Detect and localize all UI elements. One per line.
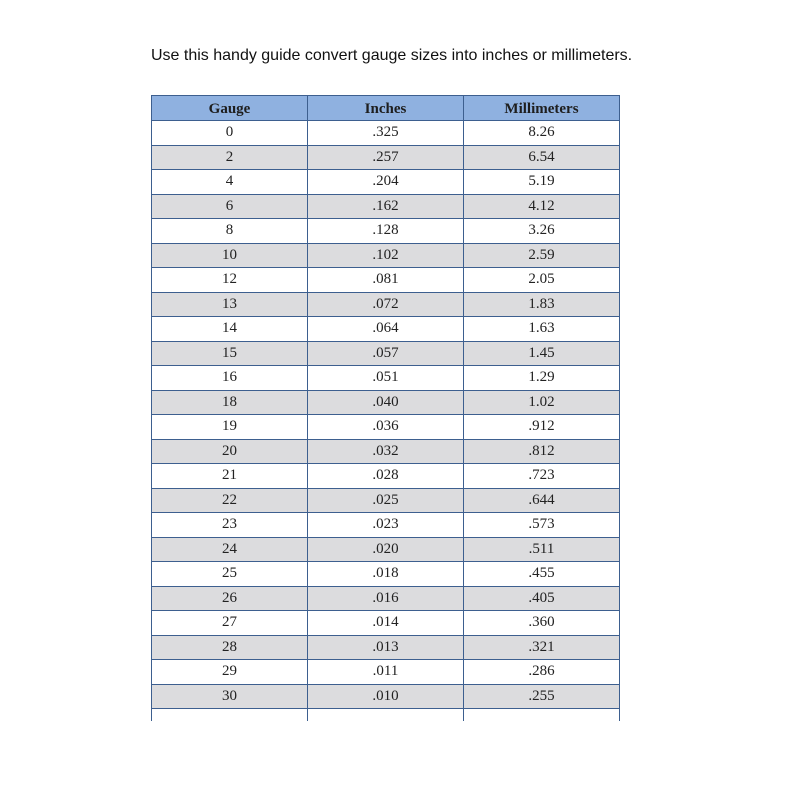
table-row [152, 439, 620, 464]
cell-gauge: 21 [152, 464, 308, 489]
cell-inches: .057 [308, 341, 464, 366]
table-row [152, 464, 620, 489]
cell-empty [152, 709, 308, 721]
table-row [152, 660, 620, 685]
cell-inches: .064 [308, 317, 464, 342]
cell-empty [308, 709, 464, 721]
table-row [152, 121, 620, 146]
table-row [152, 194, 620, 219]
cell-gauge: 6 [152, 194, 308, 219]
cell-inches: .014 [308, 611, 464, 636]
cell-inches: .028 [308, 464, 464, 489]
cell-gauge: 16 [152, 366, 308, 391]
cell-inches: .018 [308, 562, 464, 587]
cell-gauge: 28 [152, 635, 308, 660]
intro-text: Use this handy guide convert gauge sizes into inches or millimeters. [151, 47, 633, 64]
cell-inches: .040 [308, 390, 464, 415]
table-row [152, 268, 620, 293]
cell-millimeters: 4.12 [464, 194, 620, 219]
table-row [152, 537, 620, 562]
cell-millimeters: .360 [464, 611, 620, 636]
cell-gauge: 27 [152, 611, 308, 636]
cell-millimeters: .573 [464, 513, 620, 538]
cell-millimeters: 1.29 [464, 366, 620, 391]
cell-gauge: 20 [152, 439, 308, 464]
table-row [152, 586, 620, 611]
table-row [152, 684, 620, 709]
cell-gauge: 29 [152, 660, 308, 685]
table-row [152, 562, 620, 587]
table-row [152, 145, 620, 170]
cell-inches: .128 [308, 219, 464, 244]
cell-inches: .102 [308, 243, 464, 268]
table-row [152, 292, 620, 317]
cell-gauge: 15 [152, 341, 308, 366]
cell-millimeters: 1.83 [464, 292, 620, 317]
cell-inches: .016 [308, 586, 464, 611]
header-gauge: Gauge [152, 96, 308, 121]
cell-millimeters: .511 [464, 537, 620, 562]
cell-gauge: 12 [152, 268, 308, 293]
table-row [152, 170, 620, 195]
table-row [152, 366, 620, 391]
cell-gauge: 25 [152, 562, 308, 587]
cell-millimeters: 1.02 [464, 390, 620, 415]
table-row [152, 415, 620, 440]
table-row [152, 488, 620, 513]
table-row-cutoff [152, 709, 620, 721]
cell-inches: .051 [308, 366, 464, 391]
table-row [152, 513, 620, 538]
table-row [152, 341, 620, 366]
cell-gauge: 23 [152, 513, 308, 538]
cell-gauge: 4 [152, 170, 308, 195]
cell-gauge: 26 [152, 586, 308, 611]
cell-inches: .023 [308, 513, 464, 538]
cell-inches: .162 [308, 194, 464, 219]
cell-millimeters: .321 [464, 635, 620, 660]
cell-gauge: 2 [152, 145, 308, 170]
cell-millimeters: .286 [464, 660, 620, 685]
table-row [152, 317, 620, 342]
cell-millimeters: 2.59 [464, 243, 620, 268]
cell-gauge: 24 [152, 537, 308, 562]
cell-inches: .036 [308, 415, 464, 440]
header-millimeters: Millimeters [464, 96, 620, 121]
cell-gauge: 10 [152, 243, 308, 268]
header-inches: Inches [308, 96, 464, 121]
cell-gauge: 0 [152, 121, 308, 146]
cell-inches: .081 [308, 268, 464, 293]
cell-millimeters: 8.26 [464, 121, 620, 146]
cell-gauge: 19 [152, 415, 308, 440]
cell-millimeters: .723 [464, 464, 620, 489]
cell-inches: .325 [308, 121, 464, 146]
cell-gauge: 13 [152, 292, 308, 317]
cell-inches: .204 [308, 170, 464, 195]
cell-millimeters: 2.05 [464, 268, 620, 293]
cell-inches: .257 [308, 145, 464, 170]
cell-empty [464, 709, 620, 721]
cell-millimeters: .255 [464, 684, 620, 709]
table-row [152, 611, 620, 636]
cell-millimeters: 6.54 [464, 145, 620, 170]
cell-millimeters: 1.45 [464, 341, 620, 366]
table-header-row [152, 96, 620, 121]
cell-gauge: 8 [152, 219, 308, 244]
cell-millimeters: 1.63 [464, 317, 620, 342]
table-row [152, 635, 620, 660]
cell-millimeters: .812 [464, 439, 620, 464]
cell-gauge: 22 [152, 488, 308, 513]
table-row [152, 243, 620, 268]
cell-inches: .025 [308, 488, 464, 513]
cell-gauge: 30 [152, 684, 308, 709]
cell-inches: .013 [308, 635, 464, 660]
cell-inches: .010 [308, 684, 464, 709]
cell-gauge: 14 [152, 317, 308, 342]
cell-millimeters: .644 [464, 488, 620, 513]
cell-millimeters: 3.26 [464, 219, 620, 244]
cell-inches: .020 [308, 537, 464, 562]
cell-inches: .032 [308, 439, 464, 464]
cell-millimeters: .455 [464, 562, 620, 587]
table-row [152, 390, 620, 415]
cell-millimeters: .405 [464, 586, 620, 611]
gauge-conversion-table [151, 95, 620, 721]
cell-inches: .011 [308, 660, 464, 685]
cell-inches: .072 [308, 292, 464, 317]
cell-millimeters: .912 [464, 415, 620, 440]
table-row [152, 219, 620, 244]
cell-millimeters: 5.19 [464, 170, 620, 195]
table-body [152, 121, 620, 721]
cell-gauge: 18 [152, 390, 308, 415]
